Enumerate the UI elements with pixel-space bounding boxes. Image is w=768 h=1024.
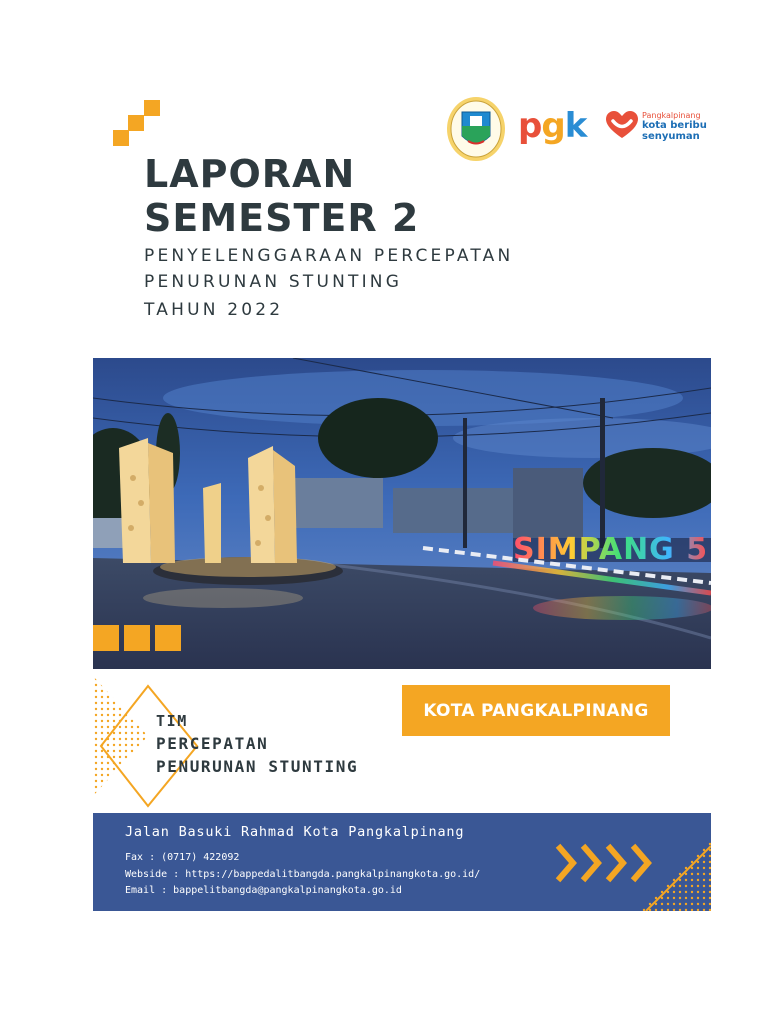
tagline-line-2: senyuman [642,131,700,142]
simpang-sign-text: SIMPANG 5 [513,532,709,567]
contact-footer [93,813,711,911]
title-line-1: LAPORAN [144,152,356,196]
city-badge: KOTA PANGKALPINANG [402,685,670,736]
report-title [144,152,419,240]
pgk-logo-letter-k: k [564,106,587,146]
orange-square-3 [155,625,181,651]
heart-smile-logo [604,110,640,140]
tagline-line-1: kota beribu [642,120,707,131]
subtitle-line-2: PENURUNAN STUNTING [144,272,403,292]
subtitle-line-3: TAHUN 2022 [144,300,284,320]
city-seal-logo [446,96,506,162]
corner-dot-decoration [641,841,711,911]
pgk-logo-letter-g: g [541,106,565,146]
footer-email: Email : bappelitbangda@pangkalpinangkota.go.id [125,885,402,896]
pgk-logo [518,106,586,146]
team-line-2: PERCEPATAN [156,734,269,753]
footer-address: Jalan Basuki Rahmad Kota Pangkalpinang [125,824,465,840]
footer-fax: Fax : (0717) 422092 [125,852,240,863]
footer-website: Webside : https://bappedalitbangda.pangkalpinangkota.go.id/ [125,869,481,880]
team-line-3: PENURUNAN STUNTING [156,757,359,776]
city-tagline [642,111,707,142]
orange-square-2 [124,625,150,651]
team-line-1: TIM [156,712,188,730]
title-line-2: SEMESTER 2 [144,196,420,240]
subtitle-line-1: PENYELENGGARAAN PERCEPATAN [144,246,514,266]
simpang-lima-photo [93,358,711,669]
pgk-logo-letter-p: p [518,106,542,146]
orange-square-1 [93,625,119,651]
tagline-small: Pangkalpinang [642,111,701,120]
